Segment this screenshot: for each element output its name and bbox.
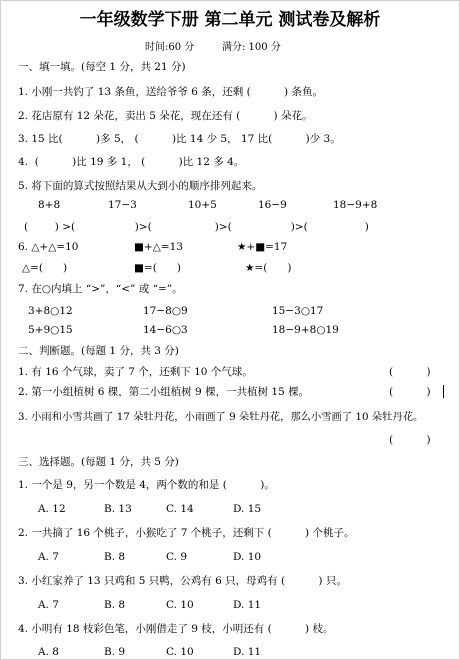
s2-question-2: 2. 第一小组植树 6 棵，第二小组植树 9 棵，一共植树 15 棵。 <box>18 386 310 398</box>
q5-expression: 18−9+8 <box>333 199 378 211</box>
q6-answer: △=( ) <box>22 262 68 274</box>
s3-option: D. 11 <box>233 599 262 611</box>
s3-option: B. 8 <box>104 599 126 611</box>
q6-answer: ■=( ) <box>134 262 181 274</box>
q7-item: 15−3○17 <box>272 305 324 317</box>
s3-question-1: 1. 一个是 9，另一个数是 4，两个数的和是 ( )。 <box>18 479 275 491</box>
q7-item: 5+9○15 <box>28 324 73 336</box>
s3-option: A. 8 <box>38 646 59 658</box>
q7-item: 14−6○3 <box>143 324 188 336</box>
q6-equation: ★+■=17 <box>237 241 288 253</box>
s3-option: A. 7 <box>38 599 59 611</box>
exam-time: 时间:60 分 <box>145 42 195 53</box>
q7-item: 18−9+8○19 <box>272 324 339 336</box>
s3-question-4: 4. 小明有 18 枝彩色笔，小刚借走了 9 枝，小明还有 ( ) 枝。 <box>18 623 334 635</box>
q5-answer-slot: )>( <box>264 221 308 233</box>
s3-question-2: 2. 一共摘了 16 个桃子，小猴吃了 7 个桃子，还剩下 ( ) 个桃子。 <box>18 527 355 539</box>
s3-option: C. 9 <box>166 551 188 563</box>
s2-answer-paren: ( ) <box>389 434 431 446</box>
s3-option: B. 9 <box>104 646 126 658</box>
q5-expression: 8+8 <box>38 199 61 211</box>
s3-option: A. 12 <box>38 503 66 515</box>
exam-score: 满分: 100 分 <box>222 42 281 53</box>
section-1-header: 一、填一填。(每空 1 分，共 21 分) <box>18 61 186 73</box>
s1-question-4: 4. ( )比 19 多 1， ( )比 12 多 4。 <box>18 156 245 168</box>
s3-option: B. 8 <box>104 551 126 563</box>
q6-equation: ■+△=13 <box>134 241 183 253</box>
s3-option: B. 13 <box>104 503 132 515</box>
text-cursor <box>443 385 444 398</box>
q5-expression: 16−9 <box>258 199 287 211</box>
s2-answer-paren: ( ) <box>389 366 431 378</box>
s3-option: C. 10 <box>166 599 194 611</box>
s2-question-1: 1. 有 16 个气球，卖了 7 个，还剩下 10 个气球。 <box>18 366 253 378</box>
s3-option: D. 10 <box>233 551 262 563</box>
q5-answer-slot: ) <box>338 221 369 233</box>
s3-option: C. 14 <box>166 503 194 515</box>
s3-option: D. 15 <box>233 503 262 515</box>
s2-answer-paren: ( ) <box>389 386 431 398</box>
q5-expression: 10+5 <box>188 199 217 211</box>
section-2-header: 二、判断题。(每题 1 分，共 3 分) <box>18 345 179 357</box>
section-3-header: 三、选择题。(每题 1 分，共 5 分) <box>18 456 179 468</box>
q6-answer: ★=( ) <box>245 262 292 274</box>
s3-option: A. 7 <box>38 551 59 563</box>
s1-question-1: 1. 小刚一共钓了 13 条鱼，送给爷爷 6 条，还剩 ( ) 条鱼。 <box>18 86 323 98</box>
q6-equation: 6. △+△=10 <box>18 241 79 253</box>
q7-item: 17−8○9 <box>143 305 188 317</box>
page-title: 一年级数学下册 第二单元 测试卷及解析 <box>79 10 381 30</box>
s1-question-7: 7. 在○内填上 “>”，“<” 或 “=”。 <box>18 283 183 295</box>
s3-option: C. 10 <box>166 646 194 658</box>
s1-question-2: 2. 花店原有 12 朵花，卖出 5 朵花，现在还有 ( ) 朵花。 <box>18 110 313 122</box>
q5-answer-slot: )>( <box>188 221 232 233</box>
s1-question-5: 5. 将下面的算式按照结果从大到小的顺序排列起来。 <box>18 180 263 192</box>
q5-answer-slot: )>( <box>108 221 152 233</box>
s1-question-3: 3. 15 比( )多 5， ( )比 14 少 5， 17 比( )少 3。 <box>18 133 341 145</box>
s3-option: D. 11 <box>233 646 262 658</box>
q7-item: 3+8○12 <box>28 305 73 317</box>
s3-question-3: 3. 小红家养了 13 只鸡和 5 只鸭，公鸡有 6 只，母鸡有 ( ) 只。 <box>18 575 347 587</box>
q5-expression: 17−3 <box>108 199 137 211</box>
s2-question-3: 3. 小雨和小雪共画了 17 朵牡丹花，小雨画了 9 朵牡丹花，那么小雪画了 10 朵牡丹花。 <box>18 411 424 423</box>
q5-answer-slot: ( ) >( <box>24 221 76 233</box>
